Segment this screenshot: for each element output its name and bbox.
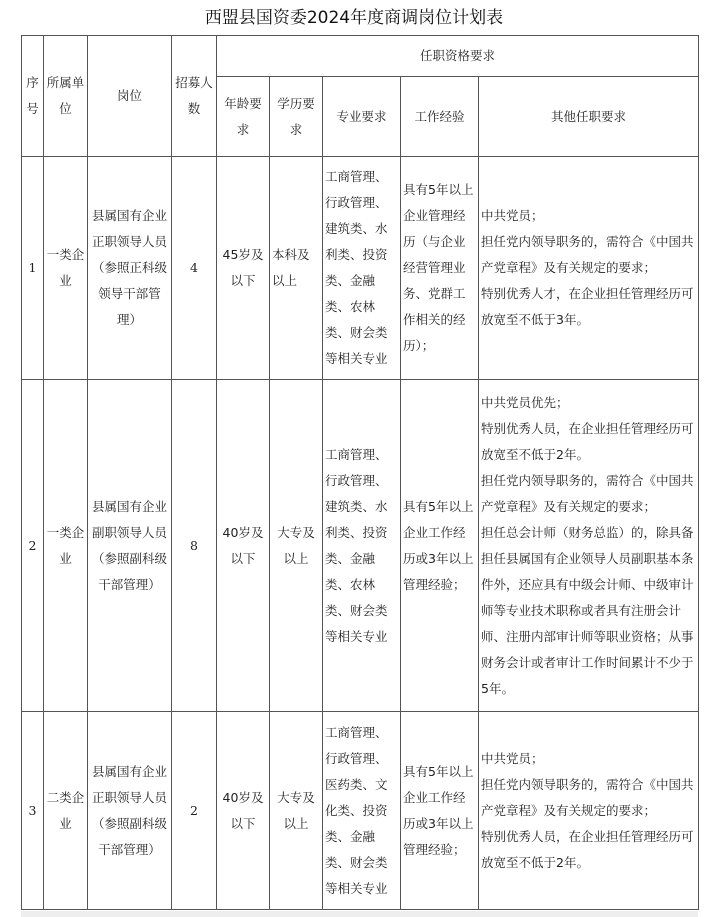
row-post: 县属国有企业正职领导人员（参照副科级干部管理） — [88, 712, 172, 910]
row-count: 4 — [172, 157, 217, 380]
row-major: 工商管理、行政管理、医药类、文化类、投资类、金融类、财会类等相关专业 — [323, 712, 401, 910]
row-major: 工商管理、行政管理、建筑类、水利类、投资类、金融类、农林类、财会类等相关专业 — [323, 157, 401, 380]
requirement-line: 特别优秀人员，在企业担任管理经历可放宽至不低于2年。 — [481, 420, 694, 462]
row-post: 县属国有企业副职领导人员（参照副科级干部管理） — [88, 380, 172, 712]
row-major: 工商管理、行政管理、建筑类、水利类、投资类、金融类、农林类、财会类等相关专业 — [323, 380, 401, 712]
header-seq: 序号 — [22, 36, 44, 157]
row-other — [479, 712, 699, 910]
header-post: 岗位 — [88, 36, 172, 157]
header-other: 其他任职要求 — [479, 77, 699, 157]
row-count: 2 — [172, 712, 217, 910]
header-row — [22, 36, 699, 77]
table-row — [22, 380, 699, 712]
position-plan-table — [21, 35, 699, 910]
row-experience: 具有5年以上企业工作经历或3年以上管理经验； — [401, 380, 479, 712]
header-unit: 所属单位 — [44, 36, 88, 157]
header-major: 专业要求 — [323, 77, 401, 157]
requirement-line: 担任党内领导职务的，需符合《中国共产党章程》及有关规定的要求； — [481, 234, 694, 275]
row-other — [479, 157, 699, 380]
header-education: 学历要求 — [270, 77, 323, 157]
header-age: 年龄要求 — [217, 77, 270, 157]
row-age: 45岁及以下 — [217, 157, 270, 380]
row-age: 40岁及以下 — [217, 380, 270, 712]
row-post: 县属国有企业正职领导人员（参照正科级领导干部管理） — [88, 157, 172, 380]
table-row — [22, 157, 699, 380]
row-age: 40岁及以下 — [217, 712, 270, 910]
header-count: 招募人数 — [172, 36, 217, 157]
table-row — [22, 712, 699, 910]
row-experience: 具有5年以上企业管理经历（与企业经营管理业务、党群工作相关的经历）； — [401, 157, 479, 380]
requirement-line: 中共党员； — [481, 750, 544, 766]
requirement-line: 特别优秀人才，在企业担任管理经历可放宽至不低于3年。 — [481, 286, 694, 327]
requirement-line: 担任党内领导职务的，需符合《中国共产党章程》及有关规定的要求； — [481, 472, 694, 514]
requirement-line: 中共党员优先； — [481, 394, 569, 410]
row-other — [479, 380, 699, 712]
row-education: 大专及以上 — [270, 712, 323, 910]
requirement-line: 担任党内领导职务的，需符合《中国共产党章程》及有关规定的要求； — [481, 776, 694, 818]
row-unit: 二类企业 — [44, 712, 88, 910]
requirement-line: 中共党员； — [481, 208, 544, 223]
row-experience: 具有5年以上企业工作经历或3年以上管理经验； — [401, 712, 479, 910]
row-education: 本科及以上 — [270, 157, 323, 380]
row-seq: 1 — [22, 157, 44, 380]
row-unit: 一类企业 — [44, 380, 88, 712]
requirement-line: 特别优秀人员，在企业担任管理经历可放宽至不低于2年。 — [481, 828, 694, 870]
row-count: 8 — [172, 380, 217, 712]
row-unit: 一类企业 — [44, 157, 88, 380]
row-education: 大专及以上 — [270, 380, 323, 712]
page-title: 西盟县国资委2024年度商调岗位计划表 — [204, 8, 504, 28]
header-experience: 工作经验 — [401, 77, 479, 157]
row-seq: 2 — [22, 380, 44, 712]
requirement-line: 担任总会计师（财务总监）的，除具备担任县属国有企业领导人员副职基本条件外，还应具有中级会计师、中级审计师等专业技术职称或者具有注册会计师、注册内部审计师等职业资格；从事财务会计或者审计工作时间累计不少于5年。 — [481, 524, 694, 696]
header-qualifications: 任职资格要求 — [217, 36, 699, 77]
page-bottom-band — [21, 911, 698, 917]
row-seq: 3 — [22, 712, 44, 910]
